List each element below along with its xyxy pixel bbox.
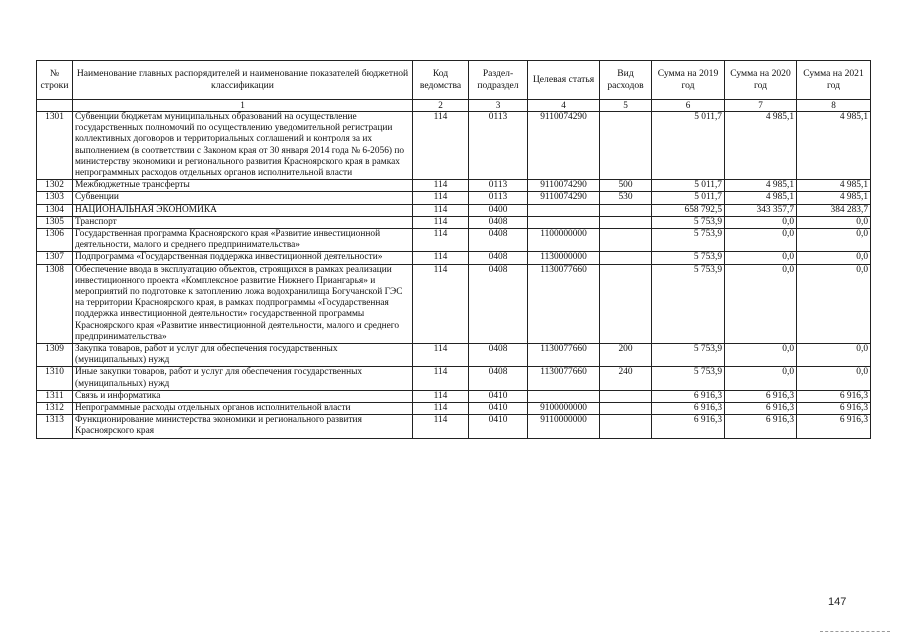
row-name-cell: Непрограммные расходы отдельных органов исполнительной власти: [73, 403, 413, 415]
row-name-cell: Связь и информатика: [73, 390, 413, 402]
target-article-cell: [528, 204, 600, 216]
sum-2020-cell: 4 985,1: [725, 180, 797, 192]
column-number: 5: [600, 100, 652, 112]
sum-2019-cell: 5 753,9: [652, 229, 725, 252]
header-name: Наименование главных распорядителей и наименование показателей бюджетной классификации: [73, 61, 413, 100]
sum-2021-cell: 6 916,3: [797, 403, 871, 415]
header-sum-2020: Сумма на 2020 год: [725, 61, 797, 100]
sum-2019-cell: 6 916,3: [652, 390, 725, 402]
row-name-cell: Межбюджетные трансферты: [73, 180, 413, 192]
sum-2019-cell: 5 753,9: [652, 344, 725, 367]
sum-2019-cell: 5 753,9: [652, 367, 725, 390]
sum-2021-cell: 0,0: [797, 344, 871, 367]
column-number: 6: [652, 100, 725, 112]
sum-2020-cell: 0,0: [725, 216, 797, 228]
column-number: 3: [469, 100, 528, 112]
row-name-cell: Подпрограмма «Государственная поддержка инвестиционной деятельности»: [73, 252, 413, 264]
table-row: [37, 344, 871, 367]
budget-table: [36, 60, 871, 439]
expense-kind-cell: [600, 403, 652, 415]
table-header-row: [37, 61, 871, 100]
sum-2019-cell: 5 011,7: [652, 112, 725, 180]
target-article-cell: 9110074290: [528, 112, 600, 180]
expense-kind-cell: [600, 229, 652, 252]
row-number-cell: 1309: [37, 344, 73, 367]
sum-2021-cell: 6 916,3: [797, 415, 871, 438]
department-code-cell: 114: [413, 252, 469, 264]
target-article-cell: 9110074290: [528, 180, 600, 192]
table-row: [37, 367, 871, 390]
expense-kind-cell: [600, 390, 652, 402]
target-article-cell: 1100000000: [528, 229, 600, 252]
column-number: 1: [73, 100, 413, 112]
table-row: [37, 204, 871, 216]
target-article-cell: 1130000000: [528, 252, 600, 264]
table-row: [37, 390, 871, 402]
sum-2021-cell: 4 985,1: [797, 180, 871, 192]
target-article-cell: [528, 390, 600, 402]
section-cell: 0408: [469, 216, 528, 228]
department-code-cell: 114: [413, 112, 469, 180]
row-name-cell: Закупка товаров, работ и услуг для обеспечения государственных (муниципальных) нужд: [73, 344, 413, 367]
row-number-cell: 1301: [37, 112, 73, 180]
target-article-cell: 9110000000: [528, 415, 600, 438]
column-number: 7: [725, 100, 797, 112]
section-cell: 0408: [469, 252, 528, 264]
header-target-article: Целевая статья: [528, 61, 600, 100]
footer-divider: [820, 631, 890, 632]
row-name-cell: Субвенции: [73, 192, 413, 204]
row-name-cell: Функционирование министерства экономики и регионального развития Красноярского края: [73, 415, 413, 438]
expense-kind-cell: [600, 216, 652, 228]
table-row: [37, 252, 871, 264]
column-number: 8: [797, 100, 871, 112]
section-cell: 0408: [469, 229, 528, 252]
sum-2021-cell: 0,0: [797, 264, 871, 343]
expense-kind-cell: [600, 415, 652, 438]
row-number-cell: 1310: [37, 367, 73, 390]
row-name-cell: НАЦИОНАЛЬНАЯ ЭКОНОМИКА: [73, 204, 413, 216]
row-number-cell: 1312: [37, 403, 73, 415]
sum-2021-cell: 4 985,1: [797, 192, 871, 204]
row-name-cell: Иные закупки товаров, работ и услуг для обеспечения государственных (муниципальных) нужд: [73, 367, 413, 390]
row-number-cell: 1311: [37, 390, 73, 402]
page-number: 147: [828, 596, 847, 608]
sum-2021-cell: 0,0: [797, 367, 871, 390]
expense-kind-cell: [600, 204, 652, 216]
header-row-number: № строки: [37, 61, 73, 100]
target-article-cell: 1130077660: [528, 344, 600, 367]
header-sum-2021: Сумма на 2021 год: [797, 61, 871, 100]
target-article-cell: 1130077660: [528, 367, 600, 390]
sum-2020-cell: 0,0: [725, 229, 797, 252]
department-code-cell: 114: [413, 216, 469, 228]
expense-kind-cell: 200: [600, 344, 652, 367]
sum-2019-cell: 5 011,7: [652, 180, 725, 192]
table-row: [37, 415, 871, 438]
column-number-row: [37, 100, 871, 112]
sum-2021-cell: 0,0: [797, 252, 871, 264]
target-article-cell: [528, 216, 600, 228]
sum-2020-cell: 0,0: [725, 252, 797, 264]
sum-2019-cell: 5 753,9: [652, 216, 725, 228]
department-code-cell: 114: [413, 367, 469, 390]
sum-2020-cell: 6 916,3: [725, 415, 797, 438]
row-number-cell: 1313: [37, 415, 73, 438]
department-code-cell: 114: [413, 192, 469, 204]
sum-2019-cell: 5 753,9: [652, 252, 725, 264]
expense-kind-cell: 500: [600, 180, 652, 192]
section-cell: 0408: [469, 367, 528, 390]
header-expense-kind: Вид расходов: [600, 61, 652, 100]
department-code-cell: 114: [413, 180, 469, 192]
table-row: [37, 403, 871, 415]
target-article-cell: 1130077660: [528, 264, 600, 343]
sum-2020-cell: 4 985,1: [725, 112, 797, 180]
expense-kind-cell: 530: [600, 192, 652, 204]
column-number: 2: [413, 100, 469, 112]
department-code-cell: 114: [413, 204, 469, 216]
section-cell: 0410: [469, 390, 528, 402]
sum-2019-cell: 6 916,3: [652, 403, 725, 415]
row-name-cell: Субвенции бюджетам муниципальных образований на осуществление государственных полномочий по осуществлению уведомительной регистрации коллективных договоров и территориальных соглашений и контроля за их выполнением (в соответствии с Законом края от 30 января 2014 года № 6-2056) по министерству экономики и регионального развития Красноярского края в рамках непрограммных расходов отдельных органов исполнительной власти: [73, 112, 413, 180]
row-number-cell: 1303: [37, 192, 73, 204]
row-number-cell: 1308: [37, 264, 73, 343]
table-row: [37, 216, 871, 228]
target-article-cell: 9100000000: [528, 403, 600, 415]
row-number-cell: 1307: [37, 252, 73, 264]
expense-kind-cell: [600, 112, 652, 180]
department-code-cell: 114: [413, 403, 469, 415]
section-cell: 0408: [469, 264, 528, 343]
section-cell: 0113: [469, 192, 528, 204]
department-code-cell: 114: [413, 229, 469, 252]
row-number-cell: 1304: [37, 204, 73, 216]
sum-2020-cell: 4 985,1: [725, 192, 797, 204]
target-article-cell: 9110074290: [528, 192, 600, 204]
section-cell: 0408: [469, 344, 528, 367]
row-name-cell: Государственная программа Красноярского края «Развитие инвестиционной деятельности, малого и среднего предпринимательства»: [73, 229, 413, 252]
row-name-cell: Обеспечение ввода в эксплуатацию объектов, строящихся в рамках реализации инвестиционного проекта «Комплексное развитие Нижнего Приангарья» и мероприятий по подготовке к затоплению ложа водохранилища Богучанской ГЭС на территории Красноярского края, в рамках подпрограммы «Государственная поддержка инвестиционной деятельности» государственной программы Красноярского края «Развитие инвестиционной деятельности, малого и среднего предпринимательства»: [73, 264, 413, 343]
sum-2020-cell: 6 916,3: [725, 403, 797, 415]
expense-kind-cell: [600, 264, 652, 343]
sum-2021-cell: 0,0: [797, 216, 871, 228]
expense-kind-cell: 240: [600, 367, 652, 390]
table-row: [37, 192, 871, 204]
table-row: [37, 229, 871, 252]
sum-2021-cell: 6 916,3: [797, 390, 871, 402]
sum-2020-cell: 0,0: [725, 264, 797, 343]
department-code-cell: 114: [413, 415, 469, 438]
department-code-cell: 114: [413, 344, 469, 367]
sum-2021-cell: 4 985,1: [797, 112, 871, 180]
section-cell: 0400: [469, 204, 528, 216]
row-number-cell: 1302: [37, 180, 73, 192]
table-body: [37, 100, 871, 439]
column-number: 4: [528, 100, 600, 112]
sum-2019-cell: 5 011,7: [652, 192, 725, 204]
department-code-cell: 114: [413, 390, 469, 402]
section-cell: 0113: [469, 112, 528, 180]
sum-2021-cell: 384 283,7: [797, 204, 871, 216]
sum-2019-cell: 5 753,9: [652, 264, 725, 343]
table-row: [37, 112, 871, 180]
sum-2020-cell: 343 357,7: [725, 204, 797, 216]
sum-2020-cell: 0,0: [725, 344, 797, 367]
row-number-cell: 1306: [37, 229, 73, 252]
sum-2021-cell: 0,0: [797, 229, 871, 252]
sum-2020-cell: 0,0: [725, 367, 797, 390]
section-cell: 0410: [469, 403, 528, 415]
table-row: [37, 264, 871, 343]
row-name-cell: Транспорт: [73, 216, 413, 228]
header-department-code: Код ведомства: [413, 61, 469, 100]
sum-2020-cell: 6 916,3: [725, 390, 797, 402]
column-number-blank: [37, 100, 73, 112]
header-section: Раздел-подраздел: [469, 61, 528, 100]
expense-kind-cell: [600, 252, 652, 264]
sum-2019-cell: 6 916,3: [652, 415, 725, 438]
row-number-cell: 1305: [37, 216, 73, 228]
header-sum-2019: Сумма на 2019 год: [652, 61, 725, 100]
sum-2019-cell: 658 792,5: [652, 204, 725, 216]
table-row: [37, 180, 871, 192]
section-cell: 0113: [469, 180, 528, 192]
department-code-cell: 114: [413, 264, 469, 343]
section-cell: 0410: [469, 415, 528, 438]
